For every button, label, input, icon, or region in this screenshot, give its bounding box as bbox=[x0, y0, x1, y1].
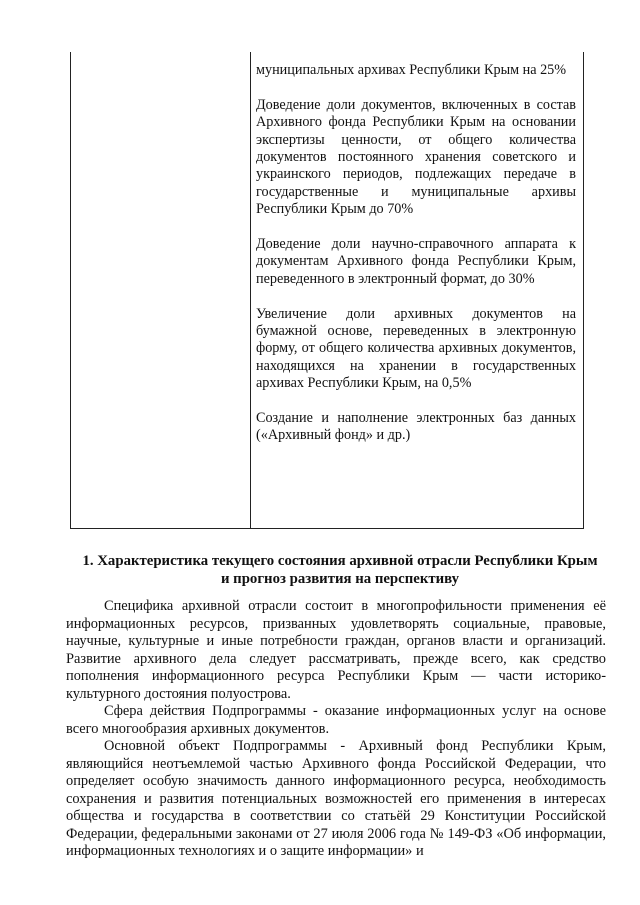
indicator-paragraph: Доведение доли научно-справочного аппарата к документам Архивного фонда Республики Крым, переведенного в электронный формат, до 30% bbox=[256, 236, 576, 287]
indicators-cell bbox=[256, 62, 576, 445]
section-body bbox=[66, 598, 606, 861]
indicator-paragraph: муниципальных архивах Республики Крым на 25% bbox=[256, 62, 567, 78]
indicator-paragraph: Доведение доли документов, включенных в состав Архивного фонда Республики Крым на основании экспертизы ценности, от общего количества документов постоянного хранения советского и украинского периодов, подлежащих передаче в государственные и муниципальные архивы Республики Крым до 70% bbox=[256, 96, 576, 218]
body-paragraph: Основной объект Подпрограммы - Архивный фонд Республики Крым, являющийся неотъемлемой частью Архивного фонда Российской Федерации, что определяет особую значимость данного информационного ресурса, необходимость сохранения и развития потенциальных возможностей его применения в интересах общества и государства в соответствии со статьёй 29 Конституции Российской Федерации, федеральными законами от 27 июля 2006 года № 149-ФЗ «Об информации, информационных технологиях и о защите информации» и bbox=[66, 738, 606, 859]
body-paragraph: Сфера действия Подпрограммы - оказание информационных услуг на основе всего многообразия архивных документов. bbox=[66, 703, 606, 737]
table-continuation bbox=[70, 52, 584, 529]
body-paragraph: Специфика архивной отрасли состоит в многопрофильности применения её информационных ресурсов, призванных удовлетворять социальные, правовые, научные, культурные и иные потребности граждан, органов власти и организаций. Развитие архивного дела следует рассматривать, прежде всего, как средство пополнения информационного ресурса Республики Крым — части историко-культурного достояния полуострова. bbox=[66, 598, 606, 702]
indicator-paragraph: Увеличение доли архивных документов на бумажной основе, переведенных в электронную форму, от общего количества архивных документов, находящихся на хранении в государственных архивах Республики Крым, на 0,5% bbox=[256, 305, 576, 392]
column-divider bbox=[250, 52, 251, 528]
indicator-paragraph: Создание и наполнение электронных баз данных («Архивный фонд» и др.) bbox=[256, 410, 576, 444]
section-heading: 1. Характеристика текущего состояния архивной отрасли Республики Крым и прогноз развития на перспективу bbox=[82, 553, 598, 587]
